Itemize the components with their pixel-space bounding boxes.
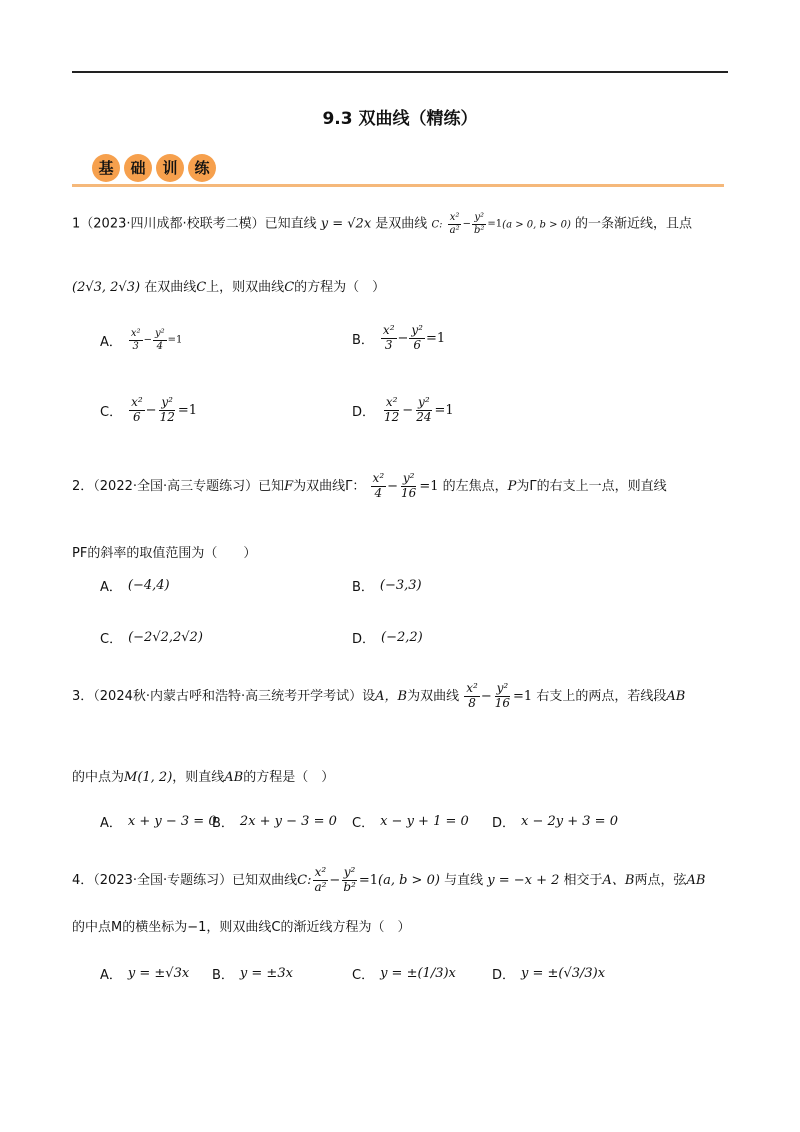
- q3-option-d-value: x − 2y + 3 = 0: [521, 814, 618, 829]
- q2-option-d[interactable]: [352, 628, 423, 647]
- banner-char-4: 练: [188, 154, 216, 182]
- q4-lead: 4．（2023·全国·专题练习）已知双曲线: [72, 872, 298, 888]
- q1-option-d-denom-y: 24: [416, 409, 432, 424]
- q1-option-c-denom-x: 6: [133, 409, 141, 424]
- q2-option-c-value: (−2√2,2√2): [128, 630, 203, 645]
- question-4-line-2: 的中点M的横坐标为−1，则双曲线C的渐近线方程为（ ）: [72, 920, 411, 935]
- q3-option-c-label: C．: [352, 816, 375, 831]
- q4-option-d-value: y = ±(√3/3)x: [521, 966, 606, 981]
- banner-char-3: 训: [156, 154, 184, 182]
- q2-option-b-label: B．: [352, 580, 374, 595]
- q3-tail: 右支上的两点，若线段: [536, 688, 667, 704]
- q3-denom-x: 8: [468, 695, 476, 710]
- q1-curve-ref-1: C: [196, 280, 207, 295]
- q2-mid: 为双曲线Γ：: [293, 478, 366, 494]
- q4-condition: (a, b > 0): [378, 872, 440, 888]
- q3-mid: 为双曲线: [407, 688, 460, 704]
- q1-option-b-denom-y: 6: [413, 337, 422, 352]
- q3-option-a-value: x + y − 3 = 0: [127, 814, 217, 829]
- question-3-line-1: 3．（2024秋·内蒙古呼和浩特·高三统考开学考试）设A，B为双曲线 $\frac{\text{x²}}{8}$ − $\frac{\text{y²}}{16}$ =1 右支上的两点，若线段AB: [72, 681, 686, 710]
- question-1-line-1: 1（2023·四川成都·校联考二模）已知直线 y = √2x 是双曲线 C: $\frac{\text{x²}}{\text{a²}}$ − $\frac{\text{y²}}{\text{b²}}$ =1(a > 0, b > 0) 的一条渐近线，且点: [72, 212, 693, 236]
- q3-AB: A，B: [375, 688, 408, 704]
- q1-option-a[interactable]: A． $\frac{\text{x²}}{3}$ − $\frac{\text{y²}}{4}$ =1: [100, 328, 183, 352]
- q3-line-2a: 的中点为: [72, 770, 125, 785]
- q1-curve-ref-2: C: [284, 280, 295, 295]
- q1-option-a-denom-x: 3: [132, 340, 139, 352]
- q1-option-b-denom-x: 3: [384, 337, 393, 352]
- q1-text-2b: 上，则双曲线: [206, 280, 285, 295]
- q3-option-c-value: x − y + 1 = 0: [380, 814, 469, 829]
- q1-condition: (a > 0, b > 0): [502, 219, 571, 231]
- q1-option-b-label: B．: [352, 332, 374, 348]
- q1-hyperbola-y-term: $\frac{\text{y²}}{\text{b²}}$: [474, 212, 485, 236]
- question-3-line-2: [72, 766, 334, 785]
- q4-option-b[interactable]: [212, 964, 293, 983]
- q1-lead: 1（2023·四川成都·校联考二模）已知直线: [72, 216, 317, 232]
- q4-segment: AB: [686, 872, 706, 888]
- q4-option-c[interactable]: [352, 964, 456, 983]
- q4-option-b-label: B．: [212, 968, 234, 983]
- q2-option-c[interactable]: [100, 628, 203, 647]
- q3-option-a-label: A．: [100, 816, 122, 831]
- q2-option-d-value: (−2,2): [381, 630, 423, 645]
- banner-rule: [72, 184, 724, 187]
- banner-char-1: 基: [92, 154, 120, 182]
- q1-option-d-denom-x: 12: [384, 409, 400, 424]
- q2-option-c-label: C．: [100, 632, 123, 647]
- q4-option-b-value: y = ±3x: [239, 966, 293, 981]
- banner-char-2: 础: [124, 154, 152, 182]
- q2-denom-y: 16: [401, 485, 417, 500]
- q2-option-a-value: (−4,4): [127, 578, 170, 593]
- q1-option-c-denom-y: 12: [159, 409, 175, 424]
- q4-option-c-value: y = ±(1/3)x: [380, 966, 456, 981]
- q4-option-d-label: D．: [492, 968, 516, 983]
- q4-option-d[interactable]: [492, 964, 605, 983]
- q3-option-c[interactable]: [352, 812, 469, 831]
- question-1-line-2: [72, 276, 385, 295]
- q3-option-b-label: B．: [212, 816, 234, 831]
- q3-option-b[interactable]: [212, 812, 337, 831]
- q3-option-b-value: 2x + y − 3 = 0: [239, 814, 337, 829]
- q3-line-2b: ，则直线: [172, 770, 225, 785]
- q4-option-a[interactable]: [100, 964, 189, 983]
- q2-F: F: [284, 478, 294, 494]
- q3-option-a[interactable]: [100, 812, 217, 831]
- q3-option-d[interactable]: [492, 812, 618, 831]
- q1-option-d-label: D．: [352, 404, 376, 420]
- q2-option-a[interactable]: [100, 576, 170, 595]
- q2-lead: 2．（2022·全国·高三专题练习）已知: [72, 478, 285, 494]
- q3-option-d-label: D．: [492, 816, 516, 831]
- q2-option-d-label: D．: [352, 632, 376, 647]
- q4-option-c-label: C．: [352, 968, 375, 983]
- question-2-line-2: PF的斜率的取值范围为（ ）: [72, 546, 257, 561]
- q4-option-a-label: A．: [100, 968, 122, 983]
- q1-hyperbola-x-term: $\frac{\text{x²}}{\text{a²}}$: [449, 212, 460, 236]
- top-rule: [72, 71, 728, 73]
- q1-option-d[interactable]: D． $\frac{\text{x²}}{12}$ − $\frac{\text{y²}}{24}$ =1: [352, 395, 454, 424]
- q1-option-a-label: A．: [100, 334, 122, 350]
- q1-line-eq: y = √2x: [320, 216, 372, 232]
- q3-line-2d: 的方程是（ ）: [243, 770, 335, 785]
- page-title: 9.3 双曲线（精练）: [322, 109, 478, 129]
- q4-points: A、B: [602, 872, 635, 888]
- q2-tail: 的左焦点，: [442, 478, 508, 494]
- q1-option-b[interactable]: B． $\frac{\text{x²}}{3}$ − $\frac{\text{y²}}{6}$ =1: [352, 323, 446, 352]
- q2-option-b[interactable]: [352, 576, 422, 595]
- q3-lead: 3．（2024秋·内蒙古呼和浩特·高三统考开学考试）设: [72, 688, 376, 704]
- q4-line-eq: y = −x + 2: [487, 872, 560, 888]
- q2-option-b-value: (−3,3): [379, 578, 422, 593]
- q3-midpoint: M(1, 2): [124, 770, 173, 785]
- q1-option-c[interactable]: C． $\frac{\text{x²}}{6}$ − $\frac{\text{y²}}{12}$ =1: [100, 395, 198, 424]
- question-4-line-1: 4．（2023·全国·专题练习）已知双曲线C: $\frac{\text{x²}}{\text{a²}}$ − $\frac{\text{y²}}{\text{b²}}$ =1(a, b > 0) 与直线 y = −x + 2 相交于A、B两点，弦AB: [72, 865, 706, 894]
- q4-option-a-value: y = ±√3x: [127, 966, 190, 981]
- q1-point: (2√3, 2√3): [72, 280, 141, 295]
- q4-tail-2: 两点，弦: [634, 872, 687, 888]
- q1-curve-name: C: [431, 219, 440, 231]
- q3-denom-y: 16: [494, 695, 510, 710]
- q1-text-2c: 的方程为（ ）: [294, 280, 386, 295]
- q4-tail: 相交于: [563, 872, 603, 888]
- q2-option-a-label: A．: [100, 580, 122, 595]
- q1-option-a-denom-y: 4: [156, 340, 163, 352]
- q1-mid: 是双曲线: [375, 216, 428, 232]
- section-banner: [84, 150, 224, 186]
- q1-tail: 的一条渐近线，且点: [575, 216, 693, 232]
- question-2-line-1: 2．（2022·全国·高三专题练习）已知F为双曲线Γ： $\frac{\text{x²}}{4}$ − $\frac{\text{y²}}{16}$ =1 的左焦点，P为Γ的右支上一点，则直线: [72, 471, 667, 500]
- q2-tail-2: 为Γ的右支上一点，则直线: [516, 478, 667, 494]
- q2-denom-x: 4: [374, 485, 383, 500]
- q1-text-2a: 在双曲线: [144, 280, 197, 295]
- q4-mid: 与直线: [444, 872, 484, 888]
- q1-option-c-label: C．: [100, 404, 123, 420]
- q3-line-AB: AB: [224, 770, 244, 785]
- q3-segment: AB: [666, 688, 686, 704]
- q2-P: P: [507, 478, 517, 494]
